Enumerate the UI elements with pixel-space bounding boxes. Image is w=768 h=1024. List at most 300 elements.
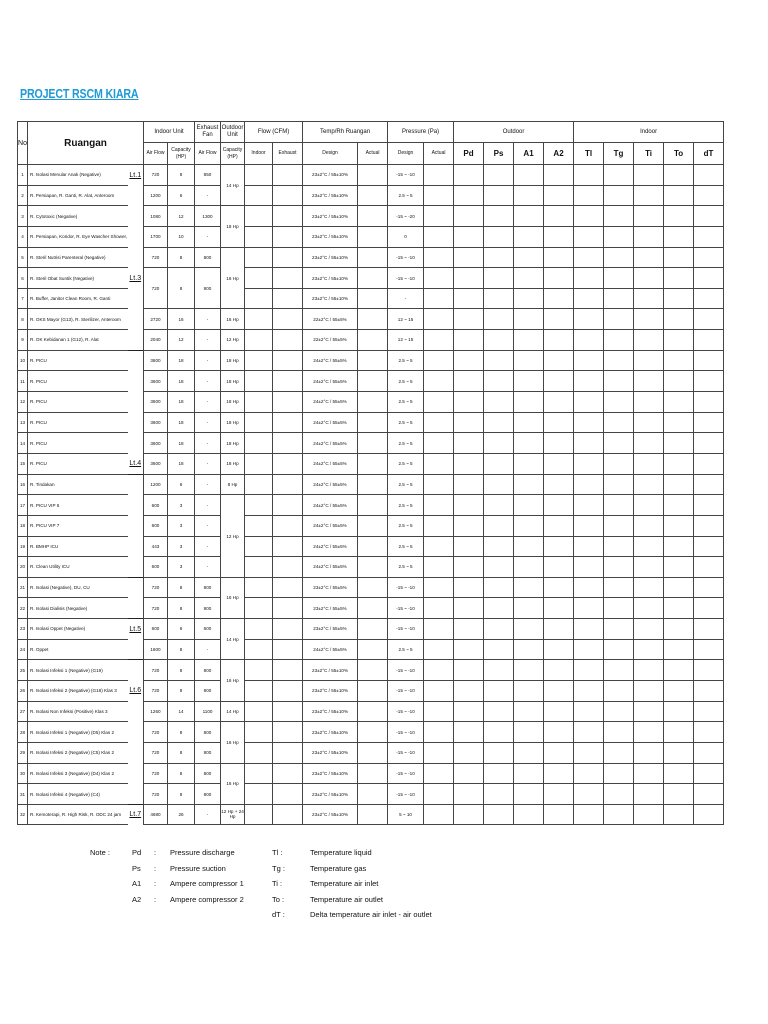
col-flow-exhaust: Exhaust: [273, 143, 303, 165]
press-design: 2.5 ~ 5: [388, 474, 424, 495]
press-actual: [424, 474, 454, 495]
reading-to: [664, 804, 694, 824]
table-row: [18, 309, 724, 330]
reading-a2: [544, 412, 574, 433]
reading-pd: [454, 701, 484, 722]
note-desc: Ampere compressor 1: [170, 879, 244, 888]
reading-tl: [574, 557, 604, 578]
room-name: R. OK Kebidanan 1 (G12), R. Alat: [28, 330, 128, 351]
reading-tg: [604, 784, 634, 805]
reading-tl: [574, 453, 604, 474]
col-tl: Tl: [574, 143, 604, 165]
temp-actual: [358, 350, 388, 371]
exhaust-air-flow: 800: [195, 742, 221, 763]
floor-label: [128, 577, 144, 598]
temp-design: 24±2°C / 55±5%: [303, 453, 358, 474]
reading-dt: [694, 268, 724, 289]
table-row: [18, 763, 724, 784]
reading-a2: [544, 268, 574, 289]
room-name: R. OKS Mayor (G13), R. Sterilizer, Anteroom: [28, 309, 128, 330]
capacity-hp: 12: [168, 206, 195, 227]
floor-label: Lt.4: [128, 453, 144, 474]
air-flow: 2040: [144, 330, 168, 351]
temp-design: 23±2°C / 55±10%: [303, 722, 358, 743]
floor-label: [128, 350, 144, 371]
reading-ti: [634, 619, 664, 640]
reading-a1: [514, 701, 544, 722]
capacity-hp: 3: [168, 515, 195, 536]
reading-dt: [694, 412, 724, 433]
temp-design: 23±2°C / 55±10%: [303, 288, 358, 309]
flow-indoor: [245, 804, 273, 824]
reading-ti: [634, 536, 664, 557]
reading-pd: [454, 742, 484, 763]
reading-a1: [514, 577, 544, 598]
flow-exhaust: [273, 742, 303, 763]
capacity-hp: 16: [168, 309, 195, 330]
room-name: R. PICU VIP 7: [28, 515, 128, 536]
reading-dt: [694, 681, 724, 702]
air-flow: 2720: [144, 309, 168, 330]
reading-a2: [544, 577, 574, 598]
reading-a2: [544, 309, 574, 330]
room-name: R. Isolasi Non Infeksi (Positive) Klas 3: [28, 701, 128, 722]
note-abbr: Tl :: [272, 848, 283, 857]
reading-a2: [544, 742, 574, 763]
reading-dt: [694, 557, 724, 578]
press-design: -15 ~ -10: [388, 742, 424, 763]
reading-ti: [634, 392, 664, 413]
temp-design: 24±2°C / 55±5%: [303, 350, 358, 371]
reading-a2: [544, 784, 574, 805]
reading-a2: [544, 681, 574, 702]
floor-label: Lt.5: [128, 619, 144, 640]
reading-a1: [514, 433, 544, 454]
reading-tg: [604, 288, 634, 309]
reading-dt: [694, 392, 724, 413]
capacity-hp: 8: [168, 247, 195, 268]
room-name: R. Isolasi Infeksi 2 (Negative) (C5) Klas 2: [28, 742, 128, 763]
flow-indoor: [245, 330, 273, 351]
air-flow: 720: [144, 598, 168, 619]
reading-a1: [514, 804, 544, 824]
temp-actual: [358, 742, 388, 763]
reading-pd: [454, 412, 484, 433]
row-no: 13: [18, 412, 28, 433]
col-capacity-hp: Capacity (HP): [168, 143, 195, 165]
temp-design: 24±2°C / 55±5%: [303, 536, 358, 557]
table-row: [18, 515, 724, 536]
col-ruangan: Ruangan: [28, 122, 144, 165]
row-no: 14: [18, 433, 28, 454]
temp-actual: [358, 722, 388, 743]
press-actual: [424, 557, 454, 578]
capacity-hp: 6: [168, 619, 195, 640]
reading-tl: [574, 722, 604, 743]
reading-dt: [694, 763, 724, 784]
reading-tl: [574, 309, 604, 330]
air-flow: 4680: [144, 804, 168, 824]
reading-ps: [484, 639, 514, 660]
reading-to: [664, 639, 694, 660]
temp-actual: [358, 268, 388, 289]
reading-ti: [634, 722, 664, 743]
table-row: [18, 619, 724, 640]
outdoor-capacity: 12 Hp + 24 Hp: [221, 804, 245, 824]
table-row: [18, 536, 724, 557]
reading-ti: [634, 226, 664, 247]
press-actual: [424, 350, 454, 371]
flow-indoor: [245, 165, 273, 186]
reading-ti: [634, 495, 664, 516]
reading-dt: [694, 309, 724, 330]
reading-dt: [694, 330, 724, 351]
temp-design: 24±2°C / 55±5%: [303, 557, 358, 578]
air-flow: 720: [144, 784, 168, 805]
reading-a1: [514, 268, 544, 289]
floor-label: [128, 185, 144, 206]
floor-label: [128, 247, 144, 268]
temp-design: 23±2°C / 55±10%: [303, 804, 358, 824]
air-flow: 720: [144, 722, 168, 743]
reading-tl: [574, 619, 604, 640]
table-row: [18, 288, 724, 309]
reading-dt: [694, 577, 724, 598]
flow-exhaust: [273, 557, 303, 578]
reading-to: [664, 309, 694, 330]
press-actual: [424, 701, 454, 722]
air-flow: 720: [144, 681, 168, 702]
temp-actual: [358, 288, 388, 309]
col-a1: A1: [514, 143, 544, 165]
reading-ps: [484, 185, 514, 206]
flow-exhaust: [273, 309, 303, 330]
room-name: R. Clean Utility ICU: [28, 557, 128, 578]
temp-design: 23±2°C / 55±10%: [303, 206, 358, 227]
flow-indoor: [245, 681, 273, 702]
temp-actual: [358, 557, 388, 578]
reading-ps: [484, 309, 514, 330]
table-row: [18, 392, 724, 413]
table-row: [18, 371, 724, 392]
flow-exhaust: [273, 206, 303, 227]
flow-exhaust: [273, 619, 303, 640]
row-no: 24: [18, 639, 28, 660]
table-row: [18, 784, 724, 805]
row-no: 30: [18, 763, 28, 784]
reading-a1: [514, 309, 544, 330]
row-no: 19: [18, 536, 28, 557]
temp-actual: [358, 433, 388, 454]
table-row: [18, 433, 724, 454]
note-abbr: A2: [132, 894, 142, 904]
reading-a2: [544, 226, 574, 247]
reading-a2: [544, 639, 574, 660]
flow-indoor: [245, 536, 273, 557]
reading-tl: [574, 701, 604, 722]
temp-design: 23±2°C / 55±5%: [303, 577, 358, 598]
press-actual: [424, 495, 454, 516]
press-actual: [424, 268, 454, 289]
exhaust-air-flow: -: [195, 350, 221, 371]
press-design: -15 ~ -10: [388, 763, 424, 784]
room-name: R. Isolasi Infeksi 3 (Negative) (D4) Klas 2: [28, 763, 128, 784]
reading-tg: [604, 206, 634, 227]
reading-ti: [634, 247, 664, 268]
outdoor-capacity: 12 Hp: [221, 495, 245, 578]
press-actual: [424, 330, 454, 351]
exhaust-air-flow: -: [195, 515, 221, 536]
row-no: 7: [18, 288, 28, 309]
reading-ti: [634, 763, 664, 784]
reading-a1: [514, 165, 544, 186]
reading-a2: [544, 350, 574, 371]
reading-tl: [574, 763, 604, 784]
page-title: PROJECT RSCM KIARA: [20, 86, 139, 101]
press-actual: [424, 598, 454, 619]
room-name: R. Persiapan, Koridor, R. Eye Wascher Shower,: [28, 226, 128, 247]
reading-ps: [484, 515, 514, 536]
row-no: 26: [18, 681, 28, 702]
reading-tg: [604, 763, 634, 784]
reading-pd: [454, 433, 484, 454]
reading-a1: [514, 371, 544, 392]
flow-indoor: [245, 247, 273, 268]
exhaust-air-flow: 800: [195, 247, 221, 268]
reading-tg: [604, 722, 634, 743]
press-design: 5 ~ 10: [388, 804, 424, 824]
flow-exhaust: [273, 722, 303, 743]
reading-tg: [604, 474, 634, 495]
flow-exhaust: [273, 763, 303, 784]
floor-label: [128, 226, 144, 247]
reading-to: [664, 536, 694, 557]
air-flow: 443: [144, 536, 168, 557]
reading-a2: [544, 598, 574, 619]
col-press-actual: Actual: [424, 143, 454, 165]
reading-pd: [454, 288, 484, 309]
reading-tg: [604, 660, 634, 681]
press-design: -15 ~ -10: [388, 701, 424, 722]
air-flow: 1200: [144, 185, 168, 206]
table-row: [18, 742, 724, 763]
reading-tg: [604, 598, 634, 619]
exhaust-air-flow: 800: [195, 681, 221, 702]
reading-ti: [634, 371, 664, 392]
room-name: R. Isolasi Dialisis (Negative): [28, 598, 128, 619]
reading-ti: [634, 165, 664, 186]
outdoor-capacity: 14 Hp: [221, 701, 245, 722]
reading-ps: [484, 536, 514, 557]
reading-dt: [694, 742, 724, 763]
reading-to: [664, 681, 694, 702]
floor-label: [128, 309, 144, 330]
outdoor-capacity: 12 Hp: [221, 330, 245, 351]
reading-a1: [514, 742, 544, 763]
exhaust-air-flow: 800: [195, 722, 221, 743]
row-no: 8: [18, 309, 28, 330]
table-row: [18, 660, 724, 681]
reading-to: [664, 412, 694, 433]
row-no: 12: [18, 392, 28, 413]
col-temp-actual: Actual: [358, 143, 388, 165]
outdoor-capacity: 16 Hp: [221, 577, 245, 618]
outdoor-capacity: 14 Hp: [221, 165, 245, 206]
reading-ps: [484, 619, 514, 640]
floor-label: [128, 660, 144, 681]
reading-pd: [454, 598, 484, 619]
table-row: [18, 453, 724, 474]
capacity-hp: 18: [168, 412, 195, 433]
room-name: R. Tindakan: [28, 474, 128, 495]
press-design: 2.5 ~ 5: [388, 371, 424, 392]
row-no: 11: [18, 371, 28, 392]
temp-actual: [358, 226, 388, 247]
flow-exhaust: [273, 453, 303, 474]
press-actual: [424, 309, 454, 330]
note-abbr: A1: [132, 879, 142, 888]
reading-pd: [454, 804, 484, 824]
col-exhaust-fan: Exhaust Fan: [195, 122, 221, 143]
reading-tg: [604, 742, 634, 763]
reading-to: [664, 598, 694, 619]
table-row: [18, 557, 724, 578]
flow-indoor: [245, 185, 273, 206]
capacity-hp: 18: [168, 371, 195, 392]
temp-actual: [358, 619, 388, 640]
room-name: R. Cytotoxic (Negative): [28, 206, 128, 227]
reading-dt: [694, 515, 724, 536]
press-design: -: [388, 288, 424, 309]
temp-design: 23±2°C / 55±10%: [303, 660, 358, 681]
room-name: R. Isolasi Menular Anak (Negative): [28, 165, 128, 186]
reading-pd: [454, 557, 484, 578]
temp-design: 23±2°C / 55±10%: [303, 742, 358, 763]
table-row: [18, 701, 724, 722]
row-no: 6: [18, 268, 28, 289]
row-no: 27: [18, 701, 28, 722]
reading-ti: [634, 701, 664, 722]
air-flow: 600: [144, 515, 168, 536]
floor-label: [128, 598, 144, 619]
reading-tg: [604, 165, 634, 186]
flow-exhaust: [273, 681, 303, 702]
temp-actual: [358, 206, 388, 227]
reading-tl: [574, 804, 604, 824]
temp-design: 23±2°C / 55±10%: [303, 268, 358, 289]
col-air-flow: Air Flow: [144, 143, 168, 165]
reading-to: [664, 453, 694, 474]
reading-ps: [484, 577, 514, 598]
reading-ti: [634, 350, 664, 371]
room-name: R. PICU: [28, 392, 128, 413]
press-design: 2.5 ~ 5: [388, 536, 424, 557]
table-row: [18, 577, 724, 598]
row-no: 16: [18, 474, 28, 495]
reading-dt: [694, 433, 724, 454]
col-pressure: Pressure (Pa): [388, 122, 454, 143]
reading-dt: [694, 288, 724, 309]
outdoor-capacity: 16 Hp: [221, 722, 245, 763]
reading-ps: [484, 495, 514, 516]
press-design: -15 ~ -10: [388, 577, 424, 598]
reading-a1: [514, 474, 544, 495]
air-flow: 600: [144, 557, 168, 578]
outdoor-capacity: 18 Hp: [221, 392, 245, 413]
reading-a1: [514, 763, 544, 784]
table-row: [18, 598, 724, 619]
reading-a2: [544, 619, 574, 640]
press-design: -15 ~ -10: [388, 247, 424, 268]
reading-a1: [514, 495, 544, 516]
reading-ps: [484, 722, 514, 743]
flow-exhaust: [273, 598, 303, 619]
reading-pd: [454, 165, 484, 186]
floor-label: [128, 784, 144, 805]
flow-indoor: [245, 371, 273, 392]
reading-tl: [574, 660, 604, 681]
row-no: 18: [18, 515, 28, 536]
flow-indoor: [245, 474, 273, 495]
reading-ti: [634, 206, 664, 227]
reading-tg: [604, 247, 634, 268]
temp-design: 23±2°C / 55±5%: [303, 598, 358, 619]
reading-pd: [454, 577, 484, 598]
press-actual: [424, 639, 454, 660]
air-flow: 1700: [144, 226, 168, 247]
table-row: [18, 185, 724, 206]
flow-indoor: [245, 412, 273, 433]
air-flow: 720: [144, 742, 168, 763]
reading-a1: [514, 226, 544, 247]
exhaust-air-flow: -: [195, 495, 221, 516]
note-colon: :: [154, 879, 157, 888]
reading-a1: [514, 784, 544, 805]
note-colon: :: [154, 894, 157, 904]
capacity-hp: 8: [168, 784, 195, 805]
reading-tl: [574, 577, 604, 598]
press-design: -15 ~ -10: [388, 268, 424, 289]
exhaust-air-flow: -: [195, 226, 221, 247]
reading-tl: [574, 495, 604, 516]
temp-actual: [358, 681, 388, 702]
room-name: R. Isolasi Infeksi 4 (Negative) (C4): [28, 784, 128, 805]
capacity-hp: 18: [168, 453, 195, 474]
row-no: 22: [18, 598, 28, 619]
exhaust-air-flow: -: [195, 433, 221, 454]
reading-ti: [634, 412, 664, 433]
press-actual: [424, 453, 454, 474]
floor-label: Lt.6: [128, 681, 144, 702]
reading-ti: [634, 433, 664, 454]
row-no: 4: [18, 226, 28, 247]
col-dt: dT: [694, 143, 724, 165]
capacity-hp: 18: [168, 392, 195, 413]
air-flow: 3600: [144, 412, 168, 433]
exhaust-air-flow: -: [195, 412, 221, 433]
row-no: 2: [18, 185, 28, 206]
reading-a2: [544, 247, 574, 268]
reading-dt: [694, 350, 724, 371]
reading-dt: [694, 165, 724, 186]
reading-ps: [484, 660, 514, 681]
outdoor-capacity: 18 Hp: [221, 453, 245, 474]
table-row: [18, 804, 724, 824]
exhaust-air-flow: 600: [195, 619, 221, 640]
capacity-hp: 3: [168, 536, 195, 557]
col-ps: Ps: [484, 143, 514, 165]
reading-ti: [634, 288, 664, 309]
